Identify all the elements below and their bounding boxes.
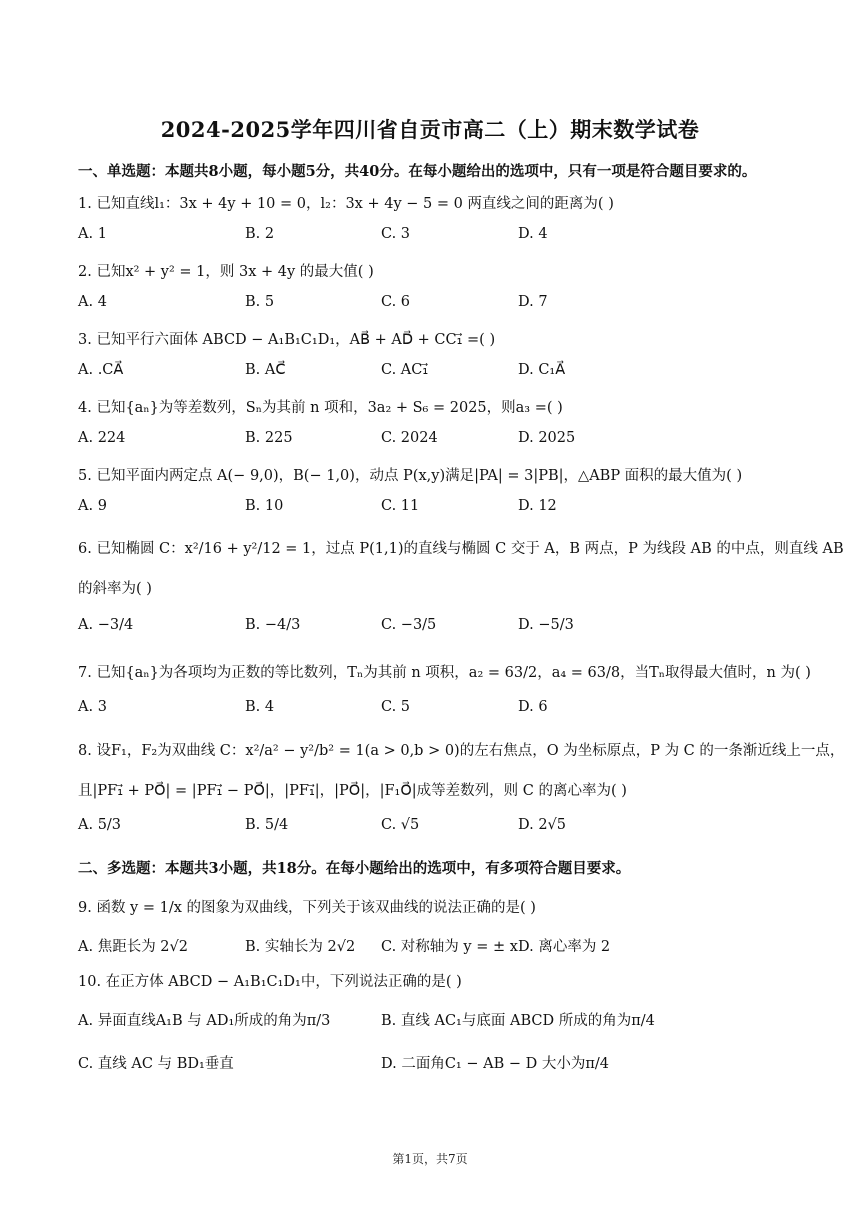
q1-option-d: D. 4 xyxy=(518,226,548,242)
question-10-stem: 10. 在正方体 ABCD − A₁B₁C₁D₁中，下列说法正确的是( ) xyxy=(78,974,462,990)
q3-option-c: C. AC₁⃗ xyxy=(381,362,429,378)
q6-option-c: C. −3/5 xyxy=(381,617,437,633)
q8-option-a: A. 5/3 xyxy=(78,817,122,833)
q7-option-b: B. 4 xyxy=(245,699,275,715)
q1-option-a: A. 1 xyxy=(78,226,107,242)
q9-option-b: B. 实轴长为 2√2 xyxy=(245,939,356,955)
q5-option-d: D. 12 xyxy=(518,498,557,514)
q5-option-b: B. 10 xyxy=(245,498,284,514)
q4-option-b: B. 225 xyxy=(245,430,293,446)
q4-option-d: D. 2025 xyxy=(518,430,576,446)
question-1-stem: 1. 已知直线l₁：3x + 4y + 10 = 0，l₂：3x + 4y − 5 = 0 两直线之间的距离为( ) xyxy=(78,196,614,212)
q2-option-d: D. 7 xyxy=(518,294,548,310)
q4-option-c: C. 2024 xyxy=(381,430,438,446)
q2-option-a: A. 4 xyxy=(78,294,107,310)
question-7-stem: 7. 已知{aₙ}为各项均为正数的等比数列，Tₙ为其前 n 项积，a₂ = 63/2，a₄ = 63/8，当Tₙ取得最大值时，n 为( ) xyxy=(78,665,811,681)
question-6-stem-line-2: 的斜率为( ) xyxy=(78,581,152,597)
question-3-stem: 3. 已知平行六面体 ABCD − A₁B₁C₁D₁，AB⃗ + AD⃗ + CC₁⃗ =( ) xyxy=(78,332,496,348)
q6-option-a: A. −3/4 xyxy=(78,617,134,633)
q4-option-a: A. 224 xyxy=(78,430,126,446)
page-number: 第1页，共7页 xyxy=(392,1152,468,1166)
q10-option-c: C. 直线 AC 与 BD₁垂直 xyxy=(78,1056,234,1072)
q5-option-c: C. 11 xyxy=(381,498,420,514)
q10-option-a: A. 异面直线A₁B 与 AD₁所成的角为π/3 xyxy=(78,1013,331,1029)
question-8-stem-line-2: 且|PF₁⃗ + PO⃗| = |PF₁⃗ − PO⃗|，|PF₁⃗|，|PO⃗|，|F₁O⃗|成等差数列，则 C 的离心率为( ) xyxy=(78,783,627,799)
q1-option-c: C. 3 xyxy=(381,226,411,242)
question-4-stem: 4. 已知{aₙ}为等差数列，Sₙ为其前 n 项和，3a₂ + S₆ = 2025，则a₃ =( ) xyxy=(78,400,563,416)
page-title: 2024-2025学年四川省自贡市高二（上）期末数学试卷 xyxy=(160,117,700,142)
q3-option-d: D. C₁A⃗ xyxy=(518,362,566,378)
question-5-stem: 5. 已知平面内两定点 A(− 9,0)，B(− 1,0)，动点 P(x,y)满足|PA| = 3|PB|，△ABP 面积的最大值为( ) xyxy=(78,468,743,484)
q2-option-b: B. 5 xyxy=(245,294,275,310)
q5-option-a: A. 9 xyxy=(78,498,107,514)
q8-option-c: C. √5 xyxy=(381,817,420,833)
q3-option-b: B. AC⃗ xyxy=(245,362,286,378)
question-9-stem: 9. 函数 y = 1/x 的图象为双曲线，下列关于该双曲线的说法正确的是( ) xyxy=(78,900,536,916)
q8-option-b: B. 5/4 xyxy=(245,817,289,833)
q9-option-a: A. 焦距长为 2√2 xyxy=(78,939,188,955)
q7-option-a: A. 3 xyxy=(78,699,107,715)
section-heading-multiple-choice: 二、多选题：本题共3小题，共18分。在每小题给出的选项中，有多项符合题目要求。 xyxy=(78,860,631,877)
q3-option-a: A. .CA⃗ xyxy=(78,362,124,378)
q9-option-c: C. 对称轴为 y = ± x xyxy=(381,939,518,955)
q10-option-b: B. 直线 AC₁与底面 ABCD 所成的角为π/4 xyxy=(381,1013,655,1029)
section-heading-single-choice: 一、单选题：本题共8小题，每小题5分，共40分。在每小题给出的选项中，只有一项是符合题目要求的。 xyxy=(78,163,757,180)
q6-option-b: B. −4/3 xyxy=(245,617,301,633)
q7-option-d: D. 6 xyxy=(518,699,548,715)
q6-option-d: D. −5/3 xyxy=(518,617,574,633)
question-2-stem: 2. 已知x² + y² = 1，则 3x + 4y 的最大值( ) xyxy=(78,264,374,280)
q10-option-d: D. 二面角C₁ − AB − D 大小为π/4 xyxy=(381,1056,609,1072)
q7-option-c: C. 5 xyxy=(381,699,411,715)
q1-option-b: B. 2 xyxy=(245,226,275,242)
q2-option-c: C. 6 xyxy=(381,294,411,310)
question-6-stem-line-1: 6. 已知椭圆 C：x²/16 + y²/12 = 1，过点 P(1,1)的直线与椭圆 C 交于 A，B 两点，P 为线段 AB 的中点，则直线 AB xyxy=(78,541,844,557)
q8-option-d: D. 2√5 xyxy=(518,817,567,833)
q9-option-d: D. 离心率为 2 xyxy=(518,939,611,955)
question-8-stem-line-1: 8. 设F₁，F₂为双曲线 C：x²/a² − y²/b² = 1(a > 0,b > 0)的左右焦点，O 为坐标原点，P 为 C 的一条渐近线上一点， xyxy=(78,743,845,759)
